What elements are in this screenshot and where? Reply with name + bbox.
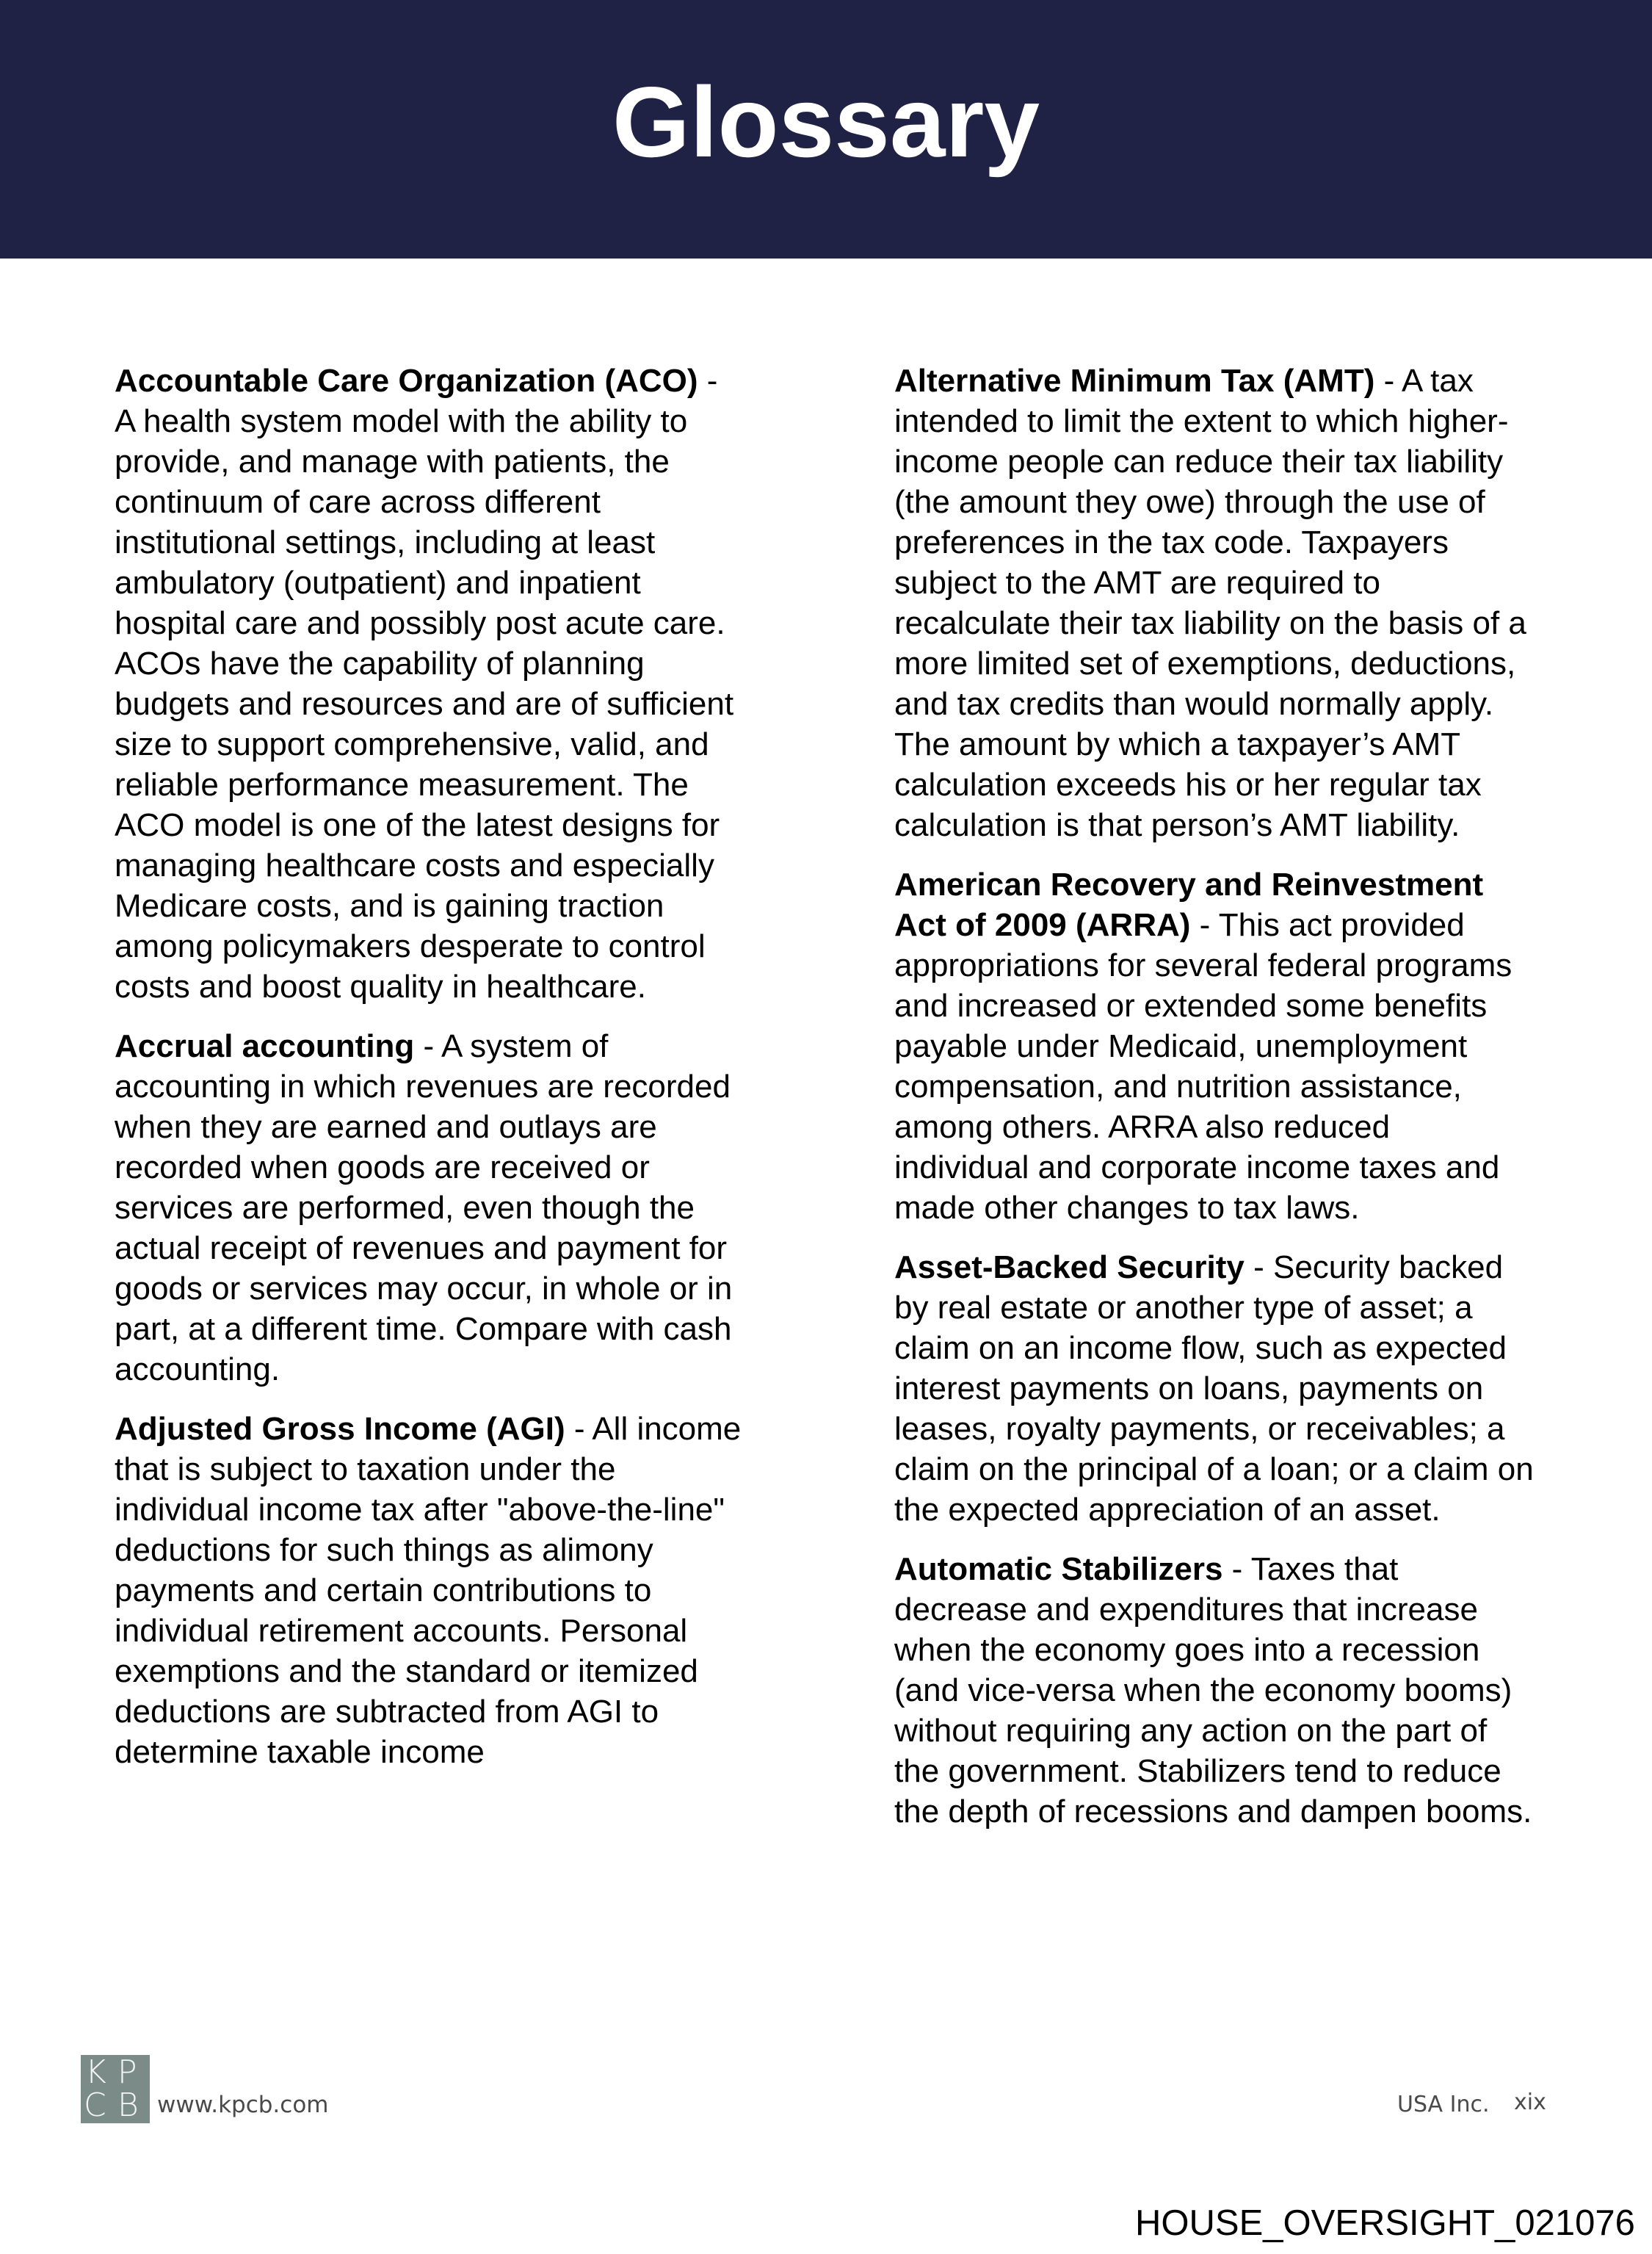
glossary-term: Adjusted Gross Income (AGI) xyxy=(115,1411,565,1447)
definition-line: size to support comprehensive, valid, and xyxy=(115,726,709,762)
definition-line: among policymakers desperate to control xyxy=(115,928,706,964)
definition-line: deductions for such things as alimony xyxy=(115,1532,653,1568)
definition-line: that is subject to taxation under the xyxy=(115,1451,616,1487)
entry-line xyxy=(115,1409,797,1449)
definition-line: the government. Stabilizers tend to reduce xyxy=(894,1753,1501,1789)
glossary-term: Automatic Stabilizers xyxy=(894,1551,1223,1587)
definition-line: claim on an income flow, such as expected xyxy=(894,1330,1507,1366)
page-number: xix xyxy=(1514,2089,1546,2115)
glossary-column-right xyxy=(894,361,1584,1851)
definition-line: managing healthcare costs and especially xyxy=(115,848,714,884)
definition-line: when the economy goes into a recession xyxy=(894,1632,1480,1668)
definition-line: recorded when goods are received or xyxy=(115,1149,650,1185)
logo-letter-b: B xyxy=(117,2087,139,2124)
definition-line: deductions are subtracted from AGI to xyxy=(115,1694,659,1730)
definition-line: ACOs have the capability of planning xyxy=(115,646,645,682)
definition-text: - Security backed xyxy=(1244,1249,1504,1285)
definition-line: subject to the AMT are required to xyxy=(894,565,1380,601)
definition-line: services are performed, even though the xyxy=(115,1190,695,1226)
definition-line: income people can reduce their tax liability xyxy=(894,444,1504,480)
glossary-column-left xyxy=(115,361,797,1791)
definition-line: decrease and expenditures that increase xyxy=(894,1592,1478,1628)
definition-line: payable under Medicaid, unemployment xyxy=(894,1028,1468,1064)
glossary-entry-accrual-accounting xyxy=(115,1026,797,1390)
definition-line: individual income tax after "above-the-line" xyxy=(115,1492,725,1528)
glossary-term: American Recovery and Reinvestment xyxy=(894,867,1484,903)
definition-line: (and vice-versa when the economy booms) xyxy=(894,1672,1512,1708)
glossary-entry-amt xyxy=(894,361,1584,845)
definition-line: provide, and manage with patients, the xyxy=(115,444,670,480)
glossary-entry-agi xyxy=(115,1409,797,1772)
definition-line: interest payments on loans, payments on xyxy=(894,1370,1484,1406)
entry-line xyxy=(894,1549,1584,1589)
definition-text: - xyxy=(698,363,718,399)
kpcb-logo xyxy=(81,2055,150,2123)
definition-line: by real estate or another type of asset; a xyxy=(894,1290,1473,1326)
glossary-term: Asset-Backed Security xyxy=(894,1249,1245,1285)
definition-line: the depth of recessions and dampen booms. xyxy=(894,1794,1532,1829)
glossary-entry-arra xyxy=(894,864,1584,1228)
glossary-term: Accountable Care Organization (ACO) xyxy=(115,363,698,399)
definition-line: individual and corporate income taxes and xyxy=(894,1149,1500,1185)
glossary-term: Alternative Minimum Tax (AMT) xyxy=(894,363,1375,399)
definition-line: ACO model is one of the latest designs for xyxy=(115,807,720,843)
definition-line: continuum of care across different xyxy=(115,484,601,520)
glossary-entry-asset-backed-security xyxy=(894,1247,1584,1530)
glossary-entry-automatic-stabilizers xyxy=(894,1549,1584,1832)
definition-line: individual retirement accounts. Personal xyxy=(115,1613,688,1649)
definition-line: preferences in the tax code. Taxpayers xyxy=(894,524,1449,560)
definition-line: actual receipt of revenues and payment for xyxy=(115,1230,728,1266)
definition-line: appropriations for several federal programs xyxy=(894,947,1512,983)
definition-line: The amount by which a taxpayer’s AMT xyxy=(894,726,1461,762)
definition-text: - Taxes that xyxy=(1222,1551,1399,1587)
glossary-term-continued: Act of 2009 (ARRA) xyxy=(894,907,1191,943)
definition-line: claim on the principal of a loan; or a claim on xyxy=(894,1451,1534,1487)
entry-line xyxy=(894,905,1584,945)
definition-line: institutional settings, including at least xyxy=(115,524,656,560)
definition-line: reliable performance measurement. The xyxy=(115,767,689,803)
definition-line: budgets and resources and are of sufficient xyxy=(115,686,734,722)
definition-text: - A tax xyxy=(1374,363,1474,399)
definition-line: recalculate their tax liability on the basis of a xyxy=(894,605,1526,641)
definition-line: and increased or extended some benefits xyxy=(894,988,1488,1024)
definition-line: leases, royalty payments, or receivables; a xyxy=(894,1411,1505,1447)
definition-line: when they are earned and outlays are xyxy=(115,1109,657,1145)
definition-line: hospital care and possibly post acute care. xyxy=(115,605,725,641)
definition-line: ambulatory (outpatient) and inpatient xyxy=(115,565,641,601)
definition-line: payments and certain contributions to xyxy=(115,1572,652,1608)
definition-line: part, at a different time. Compare with cash xyxy=(115,1311,732,1347)
definition-line: A health system model with the ability to xyxy=(115,403,688,439)
definition-line: and tax credits than would normally apply. xyxy=(894,686,1494,722)
entry-line xyxy=(115,361,797,401)
definition-line: more limited set of exemptions, deductions, xyxy=(894,646,1516,682)
entry-line xyxy=(115,1026,797,1066)
bates-stamp: HOUSE_OVERSIGHT_021076 xyxy=(1135,2203,1635,2243)
entry-line xyxy=(894,1247,1584,1287)
definition-line: Medicare costs, and is gaining traction xyxy=(115,888,664,924)
definition-line: intended to limit the extent to which higher- xyxy=(894,403,1509,439)
definition-line: compensation, and nutrition assistance, xyxy=(894,1069,1462,1105)
definition-line: the expected appreciation of an asset. xyxy=(894,1492,1441,1528)
definition-line: among others. ARRA also reduced xyxy=(894,1109,1391,1145)
definition-line: without requiring any action on the part of xyxy=(894,1713,1488,1749)
logo-letter-c: C xyxy=(84,2087,106,2124)
page-title: Glossary xyxy=(612,66,1040,178)
entry-line xyxy=(894,361,1584,401)
definition-line: (the amount they owe) through the use of xyxy=(894,484,1485,520)
footer-publication-name: USA Inc. xyxy=(1397,2092,1490,2117)
logo-letter-p: P xyxy=(117,2053,137,2091)
definition-text: - All income xyxy=(565,1411,742,1447)
footer-url-link[interactable]: www.kpcb.com xyxy=(157,2092,329,2118)
definition-text: - A system of xyxy=(414,1028,609,1064)
definition-line: accounting in which revenues are recorded xyxy=(115,1069,731,1105)
logo-letter-k: K xyxy=(85,2053,106,2091)
definition-line: calculation is that person’s AMT liability. xyxy=(894,807,1460,843)
glossary-entry-aco xyxy=(115,361,797,1007)
definition-line: exemptions and the standard or itemized xyxy=(115,1653,698,1689)
definition-line: goods or services may occur, in whole or in xyxy=(115,1271,733,1307)
definition-line: determine taxable income xyxy=(115,1734,485,1770)
definition-line: costs and boost quality in healthcare. xyxy=(115,969,647,1005)
glossary-term: Accrual accounting xyxy=(115,1028,415,1064)
definition-line: made other changes to tax laws. xyxy=(894,1190,1360,1226)
definition-line: accounting. xyxy=(115,1351,280,1387)
definition-text: - This act provided xyxy=(1190,907,1465,943)
definition-line: calculation exceeds his or her regular tax xyxy=(894,767,1482,803)
